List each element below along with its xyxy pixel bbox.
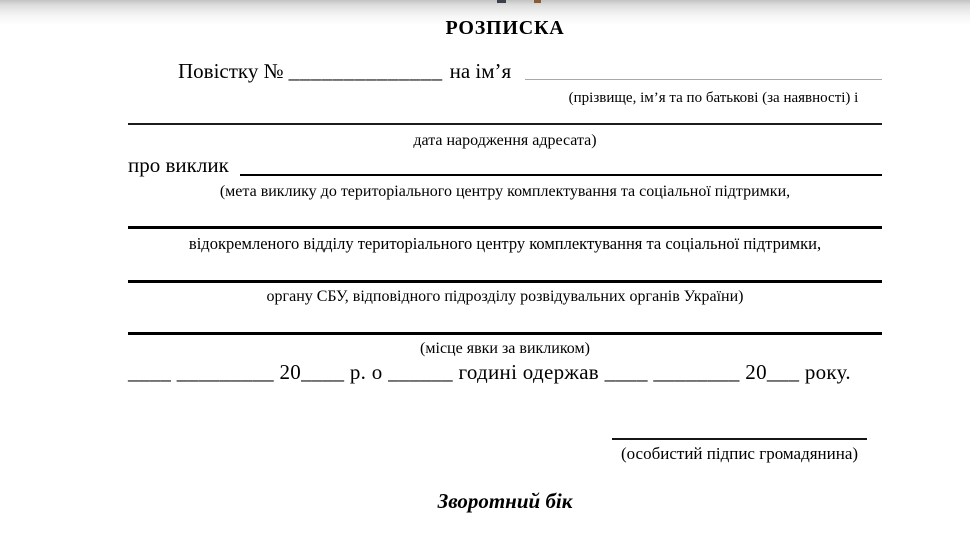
summons-number-blank: ______________ — [288, 59, 443, 83]
summons-name-label: на ім’я — [449, 59, 512, 83]
signature-fill-line — [612, 438, 867, 440]
name-caption: (прізвище, ім’я та по батькові (за наявності) і — [568, 90, 859, 106]
summons-number-label: Повістку № — [178, 59, 284, 83]
purpose-fill-line — [240, 174, 882, 176]
clipped-text-fragment — [534, 0, 541, 3]
date-received-line: ____ _________ 20____ р. о ______ годині одержав ____ ________ 20___ року. — [128, 360, 851, 384]
purpose-fill-line-2 — [128, 226, 882, 229]
name-fill-line — [525, 79, 882, 80]
dob-caption: дата народження адресата) — [413, 132, 597, 149]
clipped-text-fragment — [497, 0, 506, 3]
purpose-caption-line3: органу СБУ, відповідного підрозділу розвідувальних органів України) — [266, 288, 744, 305]
reverse-side-label: Зворотний бік — [437, 489, 573, 513]
place-fill-line — [128, 332, 882, 335]
purpose-label: про виклик — [128, 153, 229, 177]
purpose-fill-line-3 — [128, 280, 882, 283]
page-title: РОЗПИСКА — [445, 17, 565, 39]
purpose-caption-line2: відокремленого відділу територіального центру комплектування та соціальної підтримки, — [188, 234, 822, 253]
dob-fill-line — [128, 123, 882, 125]
summons-number-line — [178, 58, 882, 84]
purpose-caption-line1: (мета виклику до територіального центру комплектування та соціальної підтримки, — [219, 183, 791, 200]
place-caption: (місце явки за викликом) — [420, 340, 590, 357]
signature-caption: (особистий підпис громадянина) — [620, 444, 859, 463]
